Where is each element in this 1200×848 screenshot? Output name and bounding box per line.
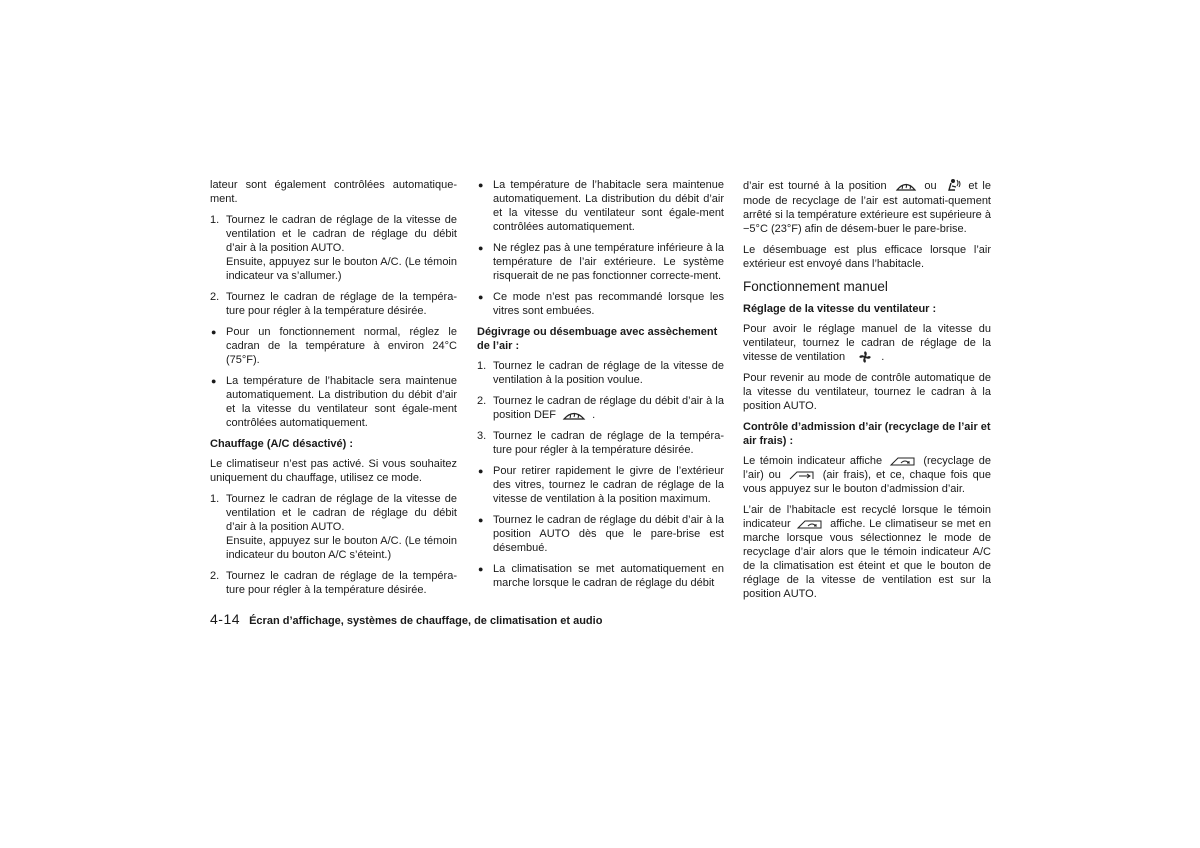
bullet-icon: ● <box>211 376 217 386</box>
list-item-text: Tournez le cadran de réglage de la tempéra-ture pour régler à la température désirée. <box>493 430 724 456</box>
text-run: Pour avoir le réglage manuel de la vitesse du ventilateur, tournez le cadran de réglage de la vitesse de ventilation <box>743 323 991 363</box>
recirculate-icon <box>889 456 917 467</box>
list-number: 2. <box>210 291 220 303</box>
bullet-text: Ne réglez pas à une température inférieure à la température de l’air extérieure. Le système risquerait de ne pas fonctionner correcte-ment. <box>493 242 724 282</box>
list-item-text: Tournez le cadran de réglage de la tempéra-ture pour régler à la température désirée. <box>226 291 457 317</box>
bullet-item <box>477 562 724 590</box>
text-run: ou <box>924 179 937 192</box>
section-heading: Dégivrage ou désembuage avec assèchement de l’air : <box>477 326 718 352</box>
list-item-text: . <box>592 409 596 421</box>
list-item-text: Tournez le cadran de réglage de la tempéra-ture pour régler à la température désirée. <box>226 570 457 596</box>
list-item-text: Tournez le cadran de réglage de la vitesse de ventilation et le cadran de réglage du débit d’air à la position AUTO. <box>226 493 457 533</box>
column-middle <box>477 178 724 597</box>
footer-title: Écran d’affichage, systèmes de chauffage, de climatisation et audio <box>249 615 603 627</box>
bullet-text: La température de l’habitacle sera maintenue automatiquement. La distribution du débit d’air et la vitesse du ventilateur sont égale-ment contrôlées automatiquement. <box>226 375 457 429</box>
defrost-floor-icon <box>944 178 962 194</box>
text-run: (air frais), et ce, chaque fois que vous appuyez sur le bouton d’admission d’air. <box>743 469 992 496</box>
paragraph <box>743 178 991 236</box>
list-item <box>210 492 457 562</box>
bullet-text: La température de l’habitacle sera maintenue automatiquement. La distribution du débit d’air et la vitesse du ventilateur sont égale-ment contrôlées automatiquement. <box>493 179 724 233</box>
bullet-text: La climatisation se met automatiquement en marche lorsque le cadran de réglage du débit <box>493 563 724 589</box>
fresh-air-icon <box>788 470 816 481</box>
bullet-text: Pour un fonctionnement normal, réglez le cadran de la température à environ 24°C (75°F). <box>226 326 457 366</box>
list-item-subtext: Ensuite, appuyez sur le bouton A/C. (Le témoin indicateur va s’allumer.) <box>226 256 457 282</box>
intro-text: lateur sont également contrôlées automatique-ment. <box>210 179 457 205</box>
list-item <box>210 569 457 597</box>
list-item <box>477 394 724 422</box>
paragraph <box>743 454 991 496</box>
list-number: 1. <box>210 493 220 505</box>
page-number: 4-14 <box>210 611 241 627</box>
bullet-text: Pour retirer rapidement le givre de l’extérieur des vitres, tournez le cadran de réglage de la vitesse de ventilation à la position maximum. <box>493 465 724 505</box>
list-number: 2. <box>477 395 487 407</box>
bullet-text: Ce mode n’est pas recommandé lorsque les vitres sont embuées. <box>493 291 724 317</box>
list-item-text: Tournez le cadran de réglage de la vitesse de ventilation à la position voulue. <box>493 360 724 386</box>
paragraph: Le désembuage est plus efficace lorsque l’air extérieur est envoyé dans l’habitacle. <box>743 244 991 270</box>
section-heading: Contrôle d’admission d’air (recyclage de l’air et air frais) : <box>743 421 991 448</box>
list-number: 3. <box>477 430 487 442</box>
bullet-item <box>477 513 724 555</box>
recirculate-icon <box>796 519 824 530</box>
text-run: Le témoin indicateur affiche <box>743 455 883 468</box>
paragraph <box>743 322 991 364</box>
text-run: d’air est tourné à la position <box>743 179 887 192</box>
list-item <box>477 429 724 457</box>
column-right <box>743 178 991 608</box>
text-run: . <box>881 351 885 363</box>
list-number: 1. <box>477 360 487 372</box>
fan-icon <box>858 350 872 364</box>
bullet-item <box>477 290 724 318</box>
defrost-icon <box>894 180 918 193</box>
bullet-item <box>210 325 457 367</box>
list-item-text: Tournez le cadran de réglage de la vitesse de ventilation et le cadran de réglage du débit d’air à la position AUTO. <box>226 214 457 254</box>
bullet-icon: ● <box>478 515 484 525</box>
list-item <box>210 290 457 318</box>
bullet-icon: ● <box>478 243 484 253</box>
defrost-icon <box>561 409 587 422</box>
text-run: et le mode de recyclage de l’air est automati-quement arrêté si la température extérieure est supérieure à −5°C (23°F) afin de désem-buer le pare-brise. <box>743 179 991 235</box>
list-item <box>477 359 724 387</box>
text-run: affiche. Le climatiseur se met en marche lorsque vous sélectionnez le mode de recyclage d’air alors que le témoin indicateur A/C de la climatisation est éteint et que le bouton de réglage de la vitesse de ventilation est sur la position AUTO. <box>743 518 991 601</box>
bullet-item <box>477 464 724 506</box>
section-heading: Chauffage (A/C désactivé) : <box>210 438 354 450</box>
bullet-item <box>477 241 724 283</box>
paragraph: Pour revenir au mode de contrôle automatique de la vitesse du ventilateur, tournez le cadran à la position AUTO. <box>743 372 991 413</box>
text-run: L’air de l’habitacle est recyclé lorsque le témoin indicateur <box>743 504 991 531</box>
list-number: 2. <box>210 570 220 582</box>
list-item-text: Tournez le cadran de réglage du débit d’air à la position DEF <box>493 395 724 421</box>
paragraph: Le climatiseur n’est pas activé. Si vous souhaitez uniquement du chauffage, utilisez ce mode. <box>210 458 457 484</box>
bullet-icon: ● <box>478 564 484 574</box>
list-item-subtext: Ensuite, appuyez sur le bouton A/C. (Le témoin indicateur du bouton A/C s’éteint.) <box>226 535 457 561</box>
section-heading: Réglage de la vitesse du ventilateur : <box>743 303 937 315</box>
paragraph <box>743 503 991 601</box>
column-left <box>210 178 457 604</box>
bullet-text: Tournez le cadran de réglage du débit d’air à la position AUTO dès que le pare-brise est désembué. <box>493 514 724 554</box>
bullet-icon: ● <box>478 292 484 302</box>
bullet-item <box>477 178 724 234</box>
bullet-icon: ● <box>478 466 484 476</box>
bullet-item <box>210 374 457 430</box>
list-item <box>210 213 457 283</box>
page-footer <box>210 611 602 627</box>
list-number: 1. <box>210 214 220 226</box>
text-run: (recyclage de l’air) ou <box>743 455 991 482</box>
bullet-icon: ● <box>478 180 484 190</box>
section-title: Fonctionnement manuel <box>743 279 888 294</box>
bullet-icon: ● <box>211 327 217 337</box>
